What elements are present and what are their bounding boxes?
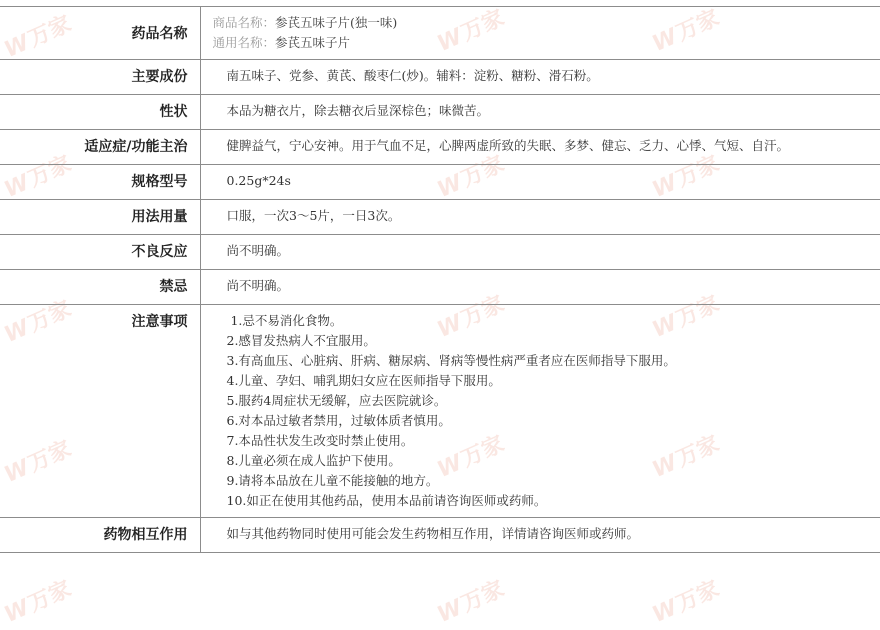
precautions-label: 注意事项 bbox=[0, 305, 200, 518]
precaution-item: 2.感冒发热病人不宜服用。 bbox=[226, 333, 376, 348]
ingredients-label: 主要成份 bbox=[0, 60, 200, 95]
row-dosage bbox=[0, 200, 880, 235]
watermark-logo: W万家 bbox=[0, 11, 76, 64]
watermark-logo: W万家 bbox=[0, 151, 76, 204]
appearance-value: 本品为糖衣片，除去糖衣后显深棕色；味微苦。 bbox=[200, 95, 880, 130]
trade-name: 参芪五味子片(独一味) bbox=[275, 15, 398, 30]
row-adverse-reactions bbox=[0, 235, 880, 270]
contraindications-label: 禁忌 bbox=[0, 270, 200, 305]
watermark-logo: W万家 bbox=[648, 291, 724, 344]
indications-value: 健脾益气，宁心安神。用于气血不足，心脾两虚所致的失眠、多梦、健忘、乏力、心悸、气短、自汗。 bbox=[200, 130, 880, 165]
row-ingredients bbox=[0, 60, 880, 95]
precaution-item: 8.儿童必须在成人监护下使用。 bbox=[226, 453, 401, 468]
drug-name-value bbox=[200, 7, 880, 60]
row-precautions bbox=[0, 305, 880, 518]
appearance-label: 性状 bbox=[0, 95, 200, 130]
row-interactions bbox=[0, 518, 880, 553]
watermark-logo: W万家 bbox=[0, 296, 76, 349]
watermark-logo: W万家 bbox=[648, 151, 724, 204]
precaution-item: 3.有高血压、心脏病、肝病、糖尿病、肾病等慢性病严重者应在医师指导下服用。 bbox=[226, 353, 676, 368]
watermark-logo: W万家 bbox=[648, 431, 724, 484]
watermark-logo: W万家 bbox=[433, 431, 509, 484]
precaution-item: 5.服药4周症状无缓解，应去医院就诊。 bbox=[226, 393, 447, 408]
watermark-logo: W万家 bbox=[433, 5, 509, 58]
drug-info-table bbox=[0, 6, 880, 553]
indications-label: 适应症/功能主治 bbox=[0, 130, 200, 165]
watermark-logo: W万家 bbox=[0, 436, 76, 489]
watermark-logo: W万家 bbox=[0, 576, 76, 629]
generic-name-line: 通用名称：参芪五味子片 bbox=[212, 35, 351, 50]
drug-name-label: 药品名称 bbox=[0, 7, 200, 60]
watermark-logo: W万家 bbox=[433, 576, 509, 629]
spec-value: 0.25g*24s bbox=[200, 165, 880, 200]
precaution-item: 6.对本品过敏者禁用，过敏体质者慎用。 bbox=[226, 413, 451, 428]
row-indications bbox=[0, 130, 880, 165]
precautions-list bbox=[200, 305, 880, 518]
generic-name: 参芪五味子片 bbox=[275, 35, 351, 50]
interactions-label: 药物相互作用 bbox=[0, 518, 200, 553]
precaution-item: 10.如正在使用其他药品，使用本品前请咨询医师或药师。 bbox=[226, 493, 547, 508]
spec-label: 规格型号 bbox=[0, 165, 200, 200]
dosage-label: 用法用量 bbox=[0, 200, 200, 235]
precaution-item: 7.本品性状发生改变时禁止使用。 bbox=[226, 433, 414, 448]
watermark-logo: W万家 bbox=[648, 576, 724, 629]
ingredients-value: 南五味子、党参、黄芪、酸枣仁(炒)。辅料：淀粉、糖粉、滑石粉。 bbox=[200, 60, 880, 95]
precaution-item: 1.忌不易消化食物。 bbox=[226, 313, 343, 328]
row-appearance bbox=[0, 95, 880, 130]
row-drug-name bbox=[0, 7, 880, 60]
adverse-value: 尚不明确。 bbox=[200, 235, 880, 270]
row-contraindications bbox=[0, 270, 880, 305]
dosage-value: 口服，一次3～5片，一日3次。 bbox=[200, 200, 880, 235]
precaution-item: 9.请将本品放在儿童不能接触的地方。 bbox=[226, 473, 439, 488]
contraindications-value: 尚不明确。 bbox=[200, 270, 880, 305]
watermark-logo: W万家 bbox=[648, 5, 724, 58]
adverse-label: 不良反应 bbox=[0, 235, 200, 270]
trade-name-line: 商品名称：参芪五味子片(独一味) bbox=[212, 15, 398, 30]
precaution-item: 4.儿童、孕妇、哺乳期妇女应在医师指导下服用。 bbox=[226, 373, 501, 388]
row-spec bbox=[0, 165, 880, 200]
watermark-logo: W万家 bbox=[433, 291, 509, 344]
watermark-logo: W万家 bbox=[433, 151, 509, 204]
interactions-value: 如与其他药物同时使用可能会发生药物相互作用，详情请咨询医师或药师。 bbox=[200, 518, 880, 553]
